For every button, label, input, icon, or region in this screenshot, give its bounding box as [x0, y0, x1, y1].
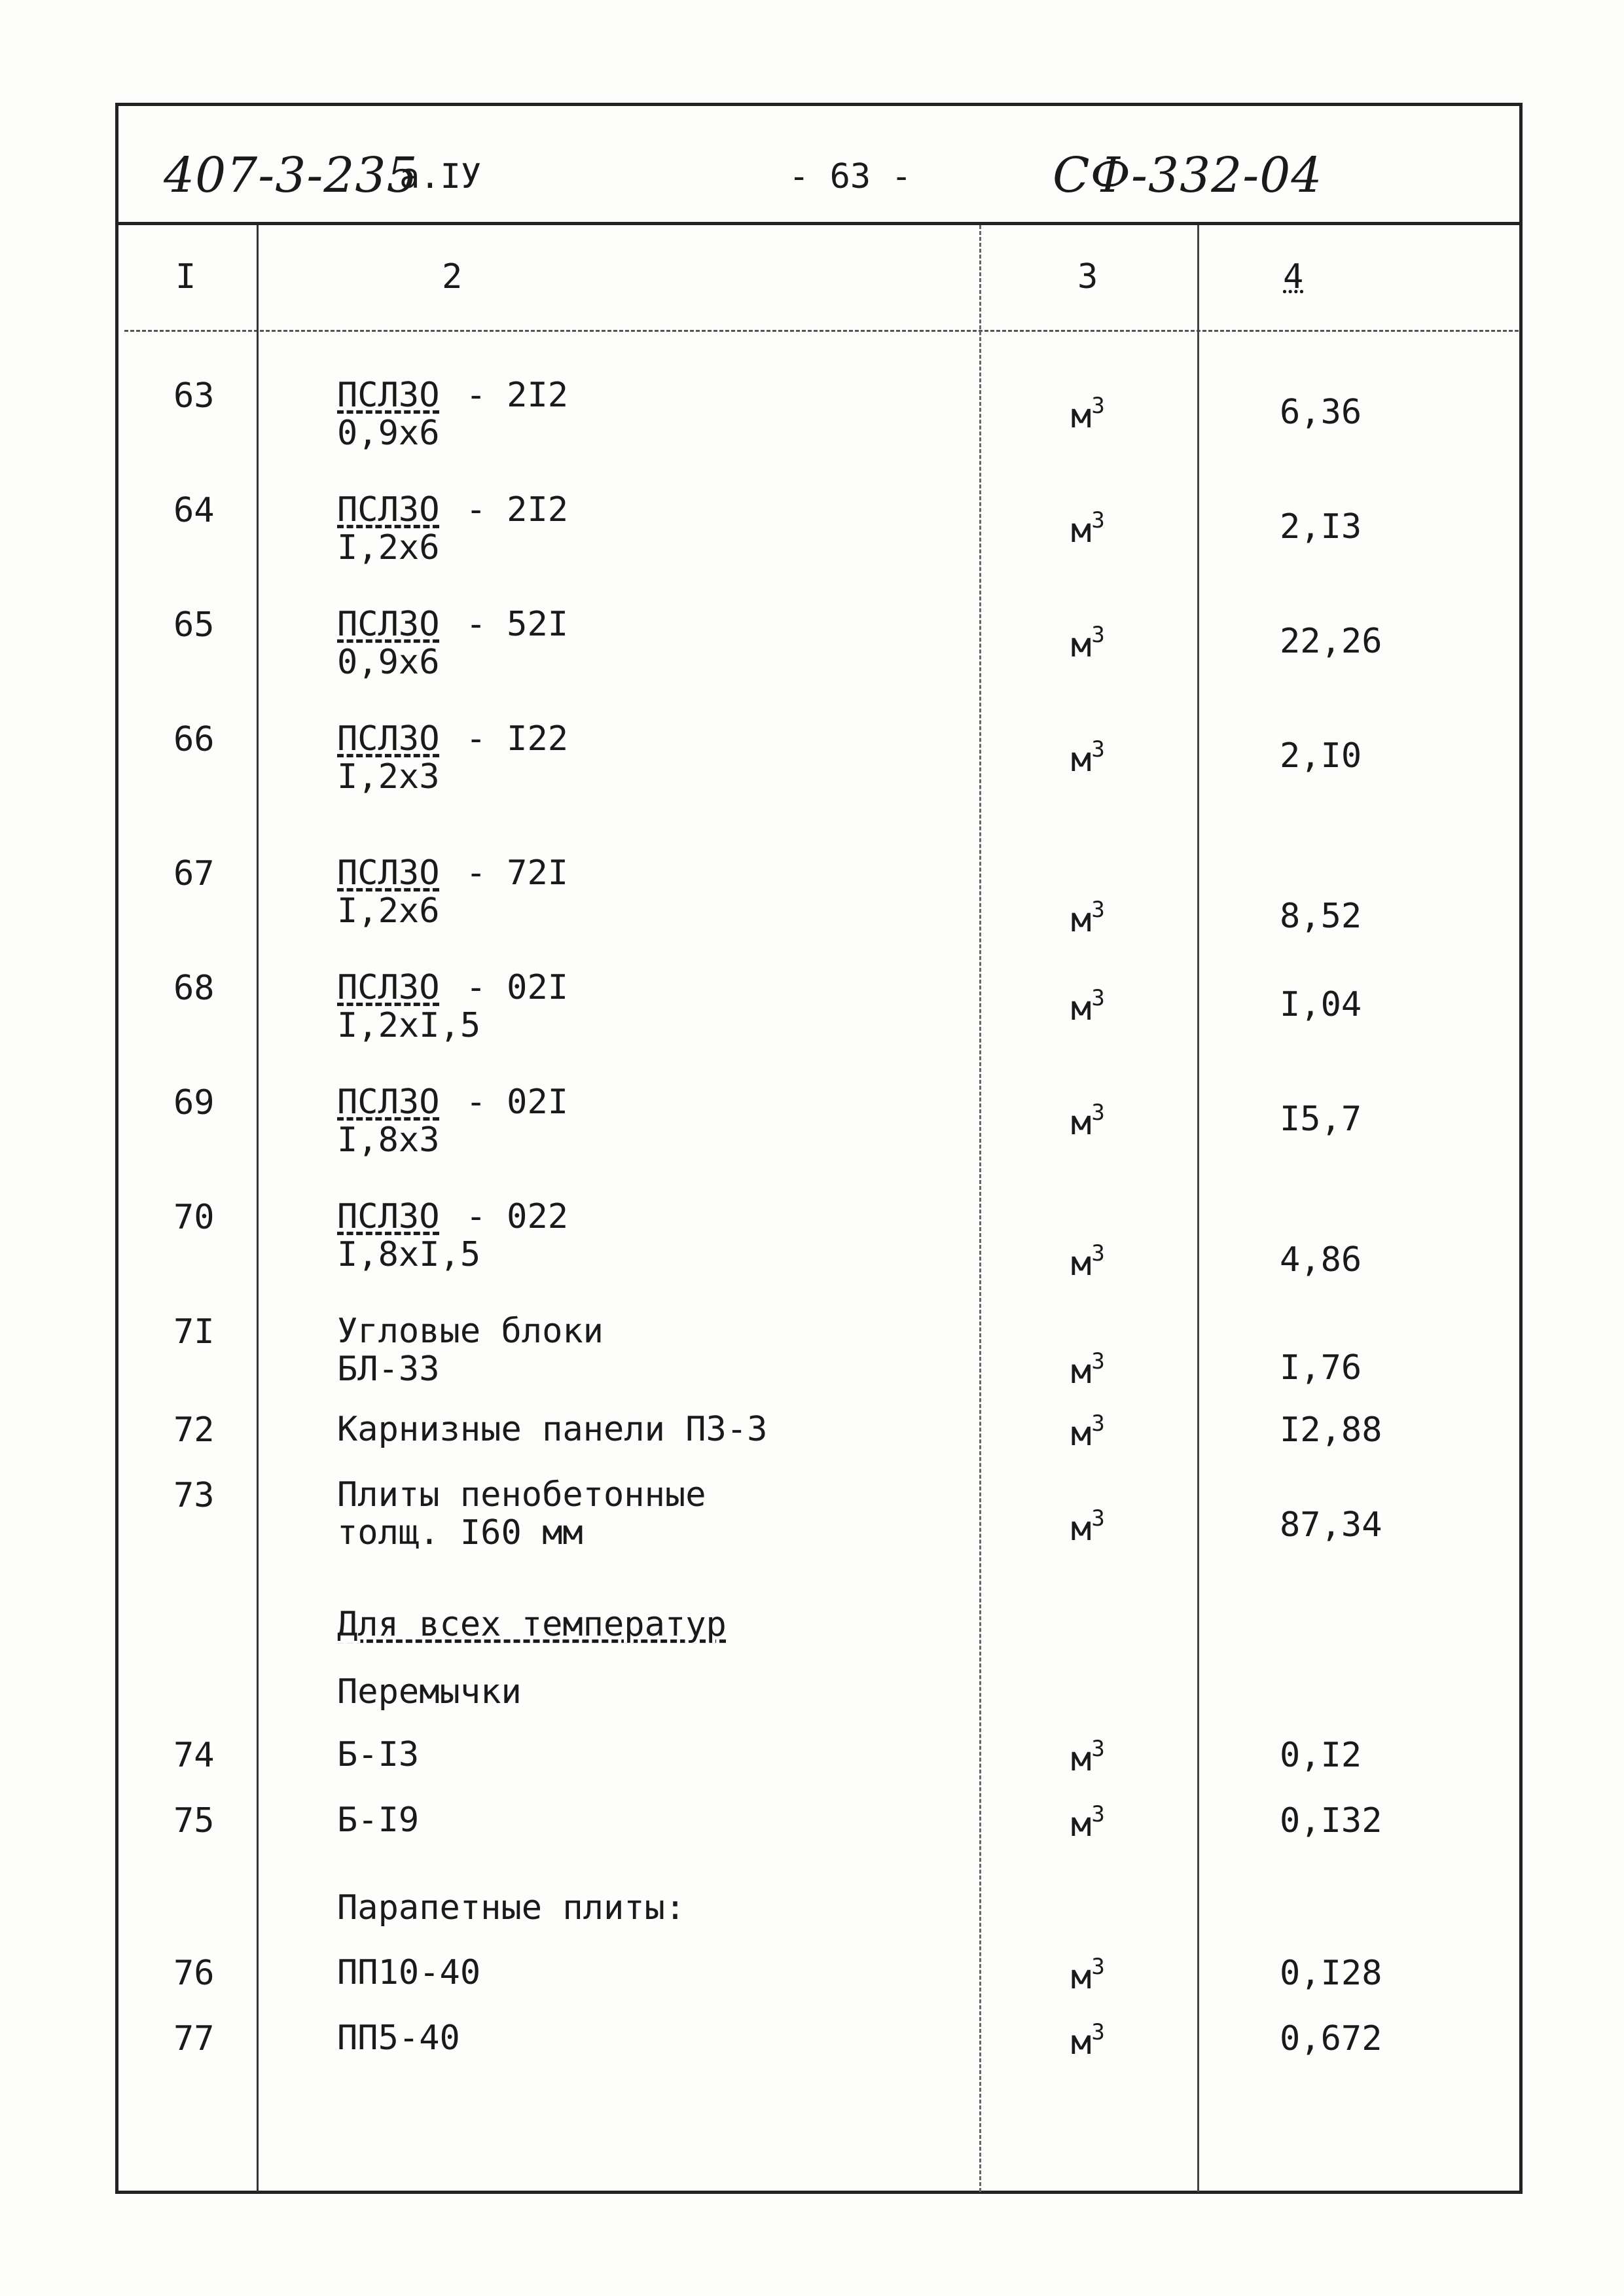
column-header-3: 3	[1077, 257, 1098, 296]
unit: $м^3$	[1071, 622, 1105, 665]
unit: $м^3$	[1071, 897, 1105, 940]
unit: $м^3$	[1071, 1240, 1105, 1283]
unit: $м^3$	[1071, 1505, 1105, 1549]
item-name: Б-I9	[337, 1801, 420, 1840]
row-number: 63	[173, 376, 215, 416]
item-suffix: - 2I2	[465, 490, 569, 529]
section-heading-lintels: Перемычки	[337, 1672, 522, 1712]
unit: $м^3$	[1071, 1736, 1105, 1779]
item-name	[337, 1476, 706, 1552]
row-number: 67	[173, 854, 215, 893]
column-divider-2	[979, 225, 981, 2192]
item-name-line-1: Плиты пенобетонные	[337, 1475, 706, 1515]
item-size: I,2x6	[337, 891, 440, 931]
row-number: 74	[173, 1736, 215, 1775]
item-name: ПП10-40	[337, 1953, 481, 1992]
quantity: 0,I28	[1280, 1954, 1382, 1993]
unit: $м^3$	[1071, 1100, 1105, 1143]
item-name: ПП5-40	[337, 2018, 460, 2058]
item-name	[337, 969, 568, 1045]
item-name	[337, 1198, 568, 1274]
item-mark: ПСЛЗО	[337, 1197, 440, 1236]
unit: $м^3$	[1071, 1410, 1105, 1454]
quantity: 22,26	[1280, 622, 1382, 661]
quantity: 0,672	[1280, 2019, 1382, 2058]
quantity: 2,I3	[1280, 507, 1362, 547]
project-code: 407-3-235	[164, 147, 418, 204]
item-mark: ПСЛЗО	[337, 853, 440, 893]
unit: $м^3$	[1071, 736, 1105, 780]
unit: $м^3$	[1071, 1801, 1105, 1844]
row-number: 73	[173, 1476, 215, 1515]
column-divider-1	[257, 225, 259, 2192]
quantity: 6,36	[1280, 393, 1362, 432]
header-divider	[115, 222, 1523, 225]
quantity: 8,52	[1280, 897, 1362, 936]
row-number: 72	[173, 1410, 215, 1450]
row-number: 7I	[173, 1312, 215, 1352]
column-header-1: I	[175, 257, 196, 296]
column-divider-3	[1197, 225, 1199, 2192]
item-size: I,8xI,5	[337, 1235, 481, 1274]
item-mark: ПСЛЗО	[337, 968, 440, 1007]
unit: $м^3$	[1071, 2019, 1105, 2062]
row-number: 69	[173, 1083, 215, 1122]
section-heading-all-temperatures: Для всех температур	[337, 1605, 727, 1644]
item-name	[337, 605, 568, 681]
item-suffix: - 2I2	[465, 376, 569, 415]
quantity: I,76	[1280, 1348, 1362, 1388]
unit: $м^3$	[1071, 1954, 1105, 1997]
item-suffix: - 72I	[465, 853, 569, 893]
item-name	[337, 1312, 604, 1388]
quantity: I5,7	[1280, 1100, 1362, 1139]
row-number: 65	[173, 605, 215, 645]
quantity: I2,88	[1280, 1410, 1382, 1450]
quantity: I,04	[1280, 985, 1362, 1024]
item-name-line-2: БЛ-33	[337, 1350, 440, 1389]
item-name	[337, 720, 568, 796]
item-name	[337, 854, 568, 930]
row-number: 66	[173, 720, 215, 759]
item-name: Б-I3	[337, 1735, 420, 1774]
row-number: 68	[173, 969, 215, 1008]
item-mark: ПСЛЗО	[337, 376, 440, 415]
item-suffix: - 02I	[465, 1083, 569, 1122]
unit: $м^3$	[1071, 985, 1105, 1028]
item-name	[337, 376, 568, 452]
quantity: 2,I0	[1280, 736, 1362, 776]
column-header-4: 4	[1283, 257, 1304, 296]
unit: $м^3$	[1071, 507, 1105, 550]
column-header-divider	[124, 330, 1519, 332]
item-mark: ПСЛЗО	[337, 605, 440, 644]
item-size: I,8x3	[337, 1121, 440, 1160]
item-mark: ПСЛЗО	[337, 719, 440, 759]
item-name	[337, 491, 568, 567]
section-heading-parapet: Парапетные плиты:	[337, 1888, 686, 1928]
item-suffix: - I22	[465, 719, 569, 759]
item-size: I,2xI,5	[337, 1006, 481, 1045]
item-size: 0,9x6	[337, 414, 440, 453]
row-number: 64	[173, 491, 215, 530]
item-name-line-1: Угловые блоки	[337, 1312, 604, 1351]
row-number: 76	[173, 1954, 215, 1993]
item-mark: ПСЛЗО	[337, 1083, 440, 1122]
page-number: - 63 -	[789, 157, 912, 196]
quantity: 0,I32	[1280, 1801, 1382, 1840]
item-name-line-1: Карнизные панели ПЗ-3	[337, 1410, 768, 1449]
item-name	[337, 1410, 767, 1448]
unit: $м^3$	[1071, 1348, 1105, 1391]
column-header-2: 2	[442, 257, 463, 296]
sheet-code: СФ-332-04	[1053, 147, 1323, 204]
item-suffix: - 52I	[465, 605, 569, 644]
item-suffix: - 022	[465, 1197, 569, 1236]
album-number: а.IУ	[399, 157, 482, 196]
item-mark: ПСЛЗО	[337, 490, 440, 529]
row-number: 70	[173, 1198, 215, 1237]
item-size: I,2x6	[337, 528, 440, 567]
item-suffix: - 02I	[465, 968, 569, 1007]
row-number: 77	[173, 2019, 215, 2058]
row-number: 75	[173, 1801, 215, 1840]
quantity: 87,34	[1280, 1505, 1382, 1545]
quantity: 0,I2	[1280, 1736, 1362, 1775]
item-size: 0,9x6	[337, 643, 440, 682]
unit: $м^3$	[1071, 393, 1105, 436]
quantity: 4,86	[1280, 1240, 1362, 1280]
item-name	[337, 1083, 568, 1159]
item-size: I,2x3	[337, 757, 440, 797]
item-name-line-2: толщ. I60 мм	[337, 1513, 583, 1552]
